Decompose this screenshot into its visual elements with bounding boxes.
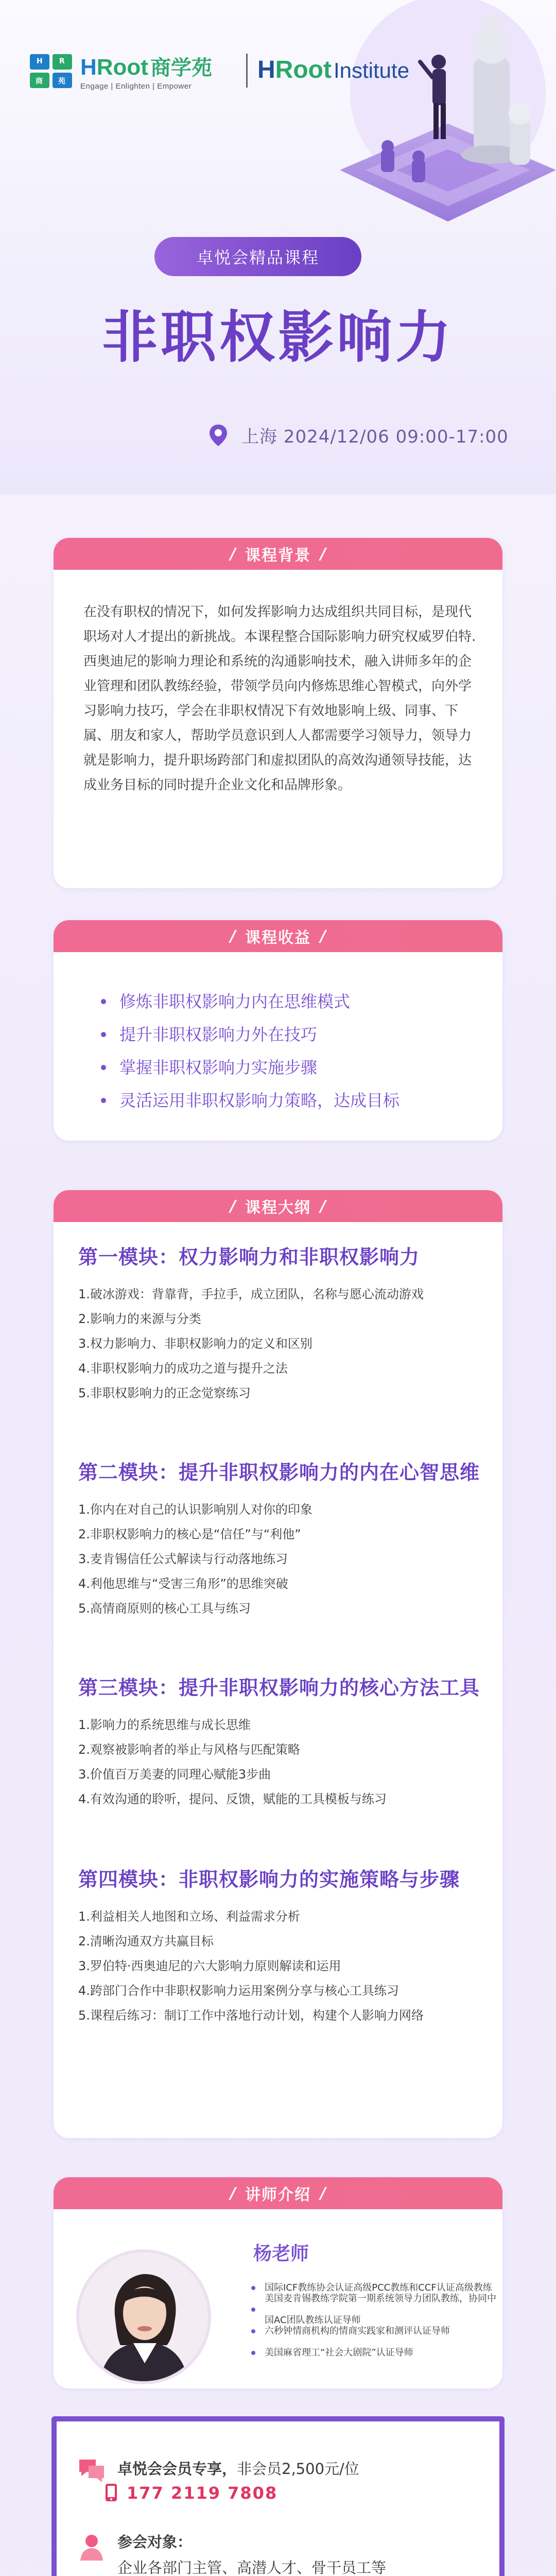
chess-illustration [319,0,556,242]
list-item: 4.跨部门合作中非职权影响力运用案例分享与核心工具练习 [78,1984,399,1998]
module-3 [78,1673,490,1811]
list-item: 1.影响力的系统思维与成长思维 [78,1718,251,1732]
fee-value: 非会员2,500元/位 [237,2460,359,2478]
list-item: 3.权力影响力、非职权影响力的定义和区别 [78,1336,312,1351]
list-item: 4.有效沟通的聆听，提问、反馈，赋能的工具模板与练习 [78,1792,387,1806]
page-title: 非职权影响力 [101,306,454,370]
logo-mark-char: 苑 [58,77,65,86]
location-pin-icon [208,423,228,447]
list-item: 4.利他思维与“受害三角形”的思维突破 [78,1577,288,1591]
logo2-root: Root [275,56,332,83]
list-item: 美国麦肯锡教练学院第一期系统领导力团队教练，协同中国AC团队教练认证导师 [251,2299,502,2320]
module-title: 第一模块：权力影响力和非职权影响力 [78,1246,420,1268]
section-title: 讲师介绍 [245,2186,311,2204]
chat-bubbles-icon [76,2454,107,2485]
module-title: 第三模块：提升非职权影响力的核心方法工具 [78,1676,480,1699]
list-item: 2.非职权影响力的核心是“信任”与“利他” [78,1527,301,1541]
list-item: 5.高情商原则的核心工具与练习 [78,1601,251,1616]
module-4 [78,1865,490,2028]
list-item: 1.破冰游戏：背靠背，手拉手，成立团队，名称与愿心流动游戏 [78,1287,424,1301]
list-item: 国际ICF教练协会认证高级PCC教练和CCF认证高级教练 [251,2277,502,2299]
logo-root: Root [96,55,148,80]
section-trainer [54,2177,502,2388]
person-icon [76,2532,107,2563]
gains-list [101,985,399,1117]
logo2-h: H [257,56,275,83]
logo-mark-char: 商 [36,77,43,86]
list-item: 六秒钟情商机构的情商实践家和测评认证导师 [251,2320,502,2342]
course-tag: 卓悦会精品课程 [154,237,361,276]
list-item: 5.非职权影响力的正念觉察练习 [78,1386,251,1400]
module-1 [78,1243,490,1405]
section-gains [54,920,502,1141]
list-item: 灵活运用非职权影响力策略，达成目标 [101,1084,399,1117]
hroot-logo-mark [30,54,73,88]
logo-h: H [80,55,97,80]
hroot-logo [30,52,212,91]
section-background [54,538,502,888]
list-item: 2.清晰沟通双方共赢目标 [78,1934,214,1948]
teacher-avatar [76,2249,211,2384]
hero [0,0,556,495]
section-header: / 课程背景 / [54,538,502,570]
fee-card [51,2416,505,2576]
section-title: 课程大纲 [245,1199,311,1217]
list-item: 掌握非职权影响力实施步骤 [101,1051,399,1084]
logo-cn: 商学苑 [150,56,212,80]
module-2 [78,1458,490,1621]
logo-divider [246,54,248,88]
teacher-portrait-icon [79,2252,208,2381]
list-item: 3.罗伯特·西奥迪尼的六大影响力原则解读和运用 [78,1959,341,1973]
section-title: 课程收益 [245,929,311,947]
list-item: 3.价值百万美妻的同理心赋能3步曲 [78,1767,271,1782]
list-item: 1.利益相关人地图和立场、利益需求分析 [78,1909,300,1924]
list-item: 2.影响力的来源与分类 [78,1312,201,1326]
list-item: 修炼非职权影响力内在思维模式 [101,985,399,1018]
contact-phone: 177 2119 7808 [127,2483,278,2503]
logo-tagline: Engage | Enlighten | Empower [80,82,192,91]
list-item: 美国麻省理工“社会大剧院”认证导师 [251,2342,502,2364]
teacher-credentials [251,2277,502,2364]
location-row [208,422,509,448]
list-item: 1.你内在对自己的认识影响别人对你的印象 [78,1502,312,1517]
module-title: 第二模块：提升非职权影响力的内在心智思维 [78,1461,480,1484]
audience-label: 参会对象： [117,2533,193,2551]
background-paragraph [83,600,480,798]
list-item: 提升非职权影响力外在技巧 [101,1018,399,1051]
phone-icon [104,2483,118,2502]
list-item: 4.非职权影响力的成功之道与提升之法 [78,1361,288,1376]
hroot-institute-logo [257,56,409,84]
section-header: / 课程收益 / [54,920,502,952]
audience-value: 企业各部门主管、高潜人才、骨干员工等 [117,2559,387,2576]
logo2-institute: Institute [333,58,410,82]
list-item: 3.麦肯锡信任公式解读与行动落地练习 [78,1552,288,1566]
logo-mark-char: R [59,57,65,65]
teacher-name: 杨老师 [253,2243,309,2264]
section-title: 课程背景 [245,547,311,565]
section-header: / 课程大纲 / [54,1190,502,1222]
list-item: 2.观察被影响者的举止与风格与匹配策略 [78,1742,300,1757]
list-item: 5.课程后练习：制订工作中落地行动计划，构建个人影响力网络 [78,2008,424,2023]
logo-mark-char: H [37,57,43,65]
section-outline [54,1190,502,2138]
location-datetime: 上海 2024/12/06 09:00-17:00 [241,427,509,447]
fee-label: 卓悦会会员专享， [117,2460,237,2478]
module-title: 第四模块：非职权影响力的实施策略与步骤 [78,1868,460,1891]
section-header: / 讲师介绍 / [54,2177,502,2209]
background-text: 在没有职权的情况下，如何发挥影响力达成组织共同目标，是现代职场对人才提出的新挑战。本课程整合国际影响力研究权威罗伯特.西奥迪尼的影响力理论和系统的沟通影响技术，融入讲师多年的企业管理和团队教练经验，带领学员向内修炼思维心智模式，向外学习影响力技巧，学会在非职权情况下有效地影响上级、同事、下属、朋友和家人，帮助学员意识到人人都需要学习领导力，领导力就是影响力，提升职场跨部门和虚拟团队的高效沟通领导技能，达成业务目标的同时提升企业文化和品牌形象。 [83,604,476,793]
